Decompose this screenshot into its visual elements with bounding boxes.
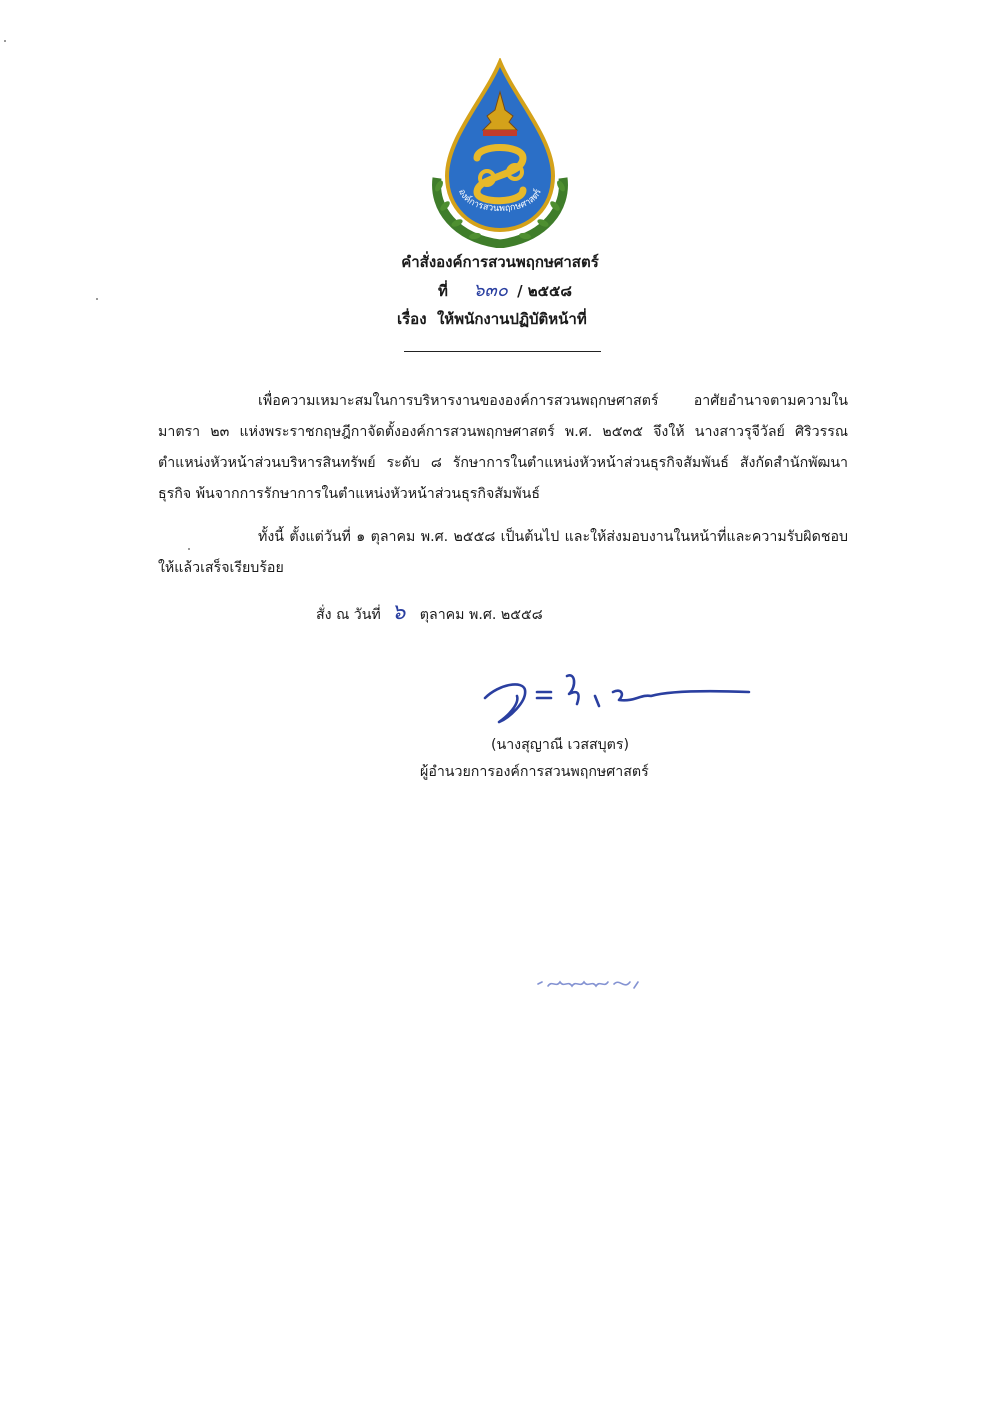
- header-divider: [404, 351, 601, 352]
- logo-seal-text: องค์การสวนพฤกษศาสตร์: [456, 187, 544, 215]
- body-paragraph-2: [158, 522, 848, 584]
- order-date-day-handwritten: ๖: [391, 600, 406, 625]
- thai-botanical-garden-seal-icon: [425, 58, 575, 248]
- paragraph-1-text: เพื่อความเหมาะสมในการบริหารงานขององค์การสวนพฤกษศาสตร์ อาศัยอำนาจตามความในมาตรา ๒๓ แห่งพระราชกฤษฎีกาจัดตั้งองค์การสวนพฤกษศาสตร์ พ.ศ. ๒๕๓๕ จึงให้ นางสาวรุจีวัลย์ ศิริวรรณ ตำแหน่งหัวหน้าส่วนบริหารสินทรัพย์ ระดับ ๘ รักษาการในตำแหน่งหัวหน้าส่วนธุรกิจสัมพันธ์ สังกัดสำนักพัฒนาธุรกิจ พ้นจากการรักษาการในตำแหน่งหัวหน้าส่วนธุรกิจสัมพันธ์: [158, 393, 848, 502]
- order-date-month-year: ตุลาคม พ.ศ. ๒๕๕๘: [419, 607, 543, 623]
- paragraph-2-text: ทั้งนี้ ตั้งแต่วันที่ ๑ ตุลาคม พ.ศ. ๒๕๕๘ เป็นต้นไป และให้ส่งมอบงานในหน้าที่และความรับผิดชอบให้แล้วเสร็จเรียบร้อย: [158, 529, 848, 576]
- faded-stamp-icon: [534, 970, 644, 998]
- signatory-position: ผู้อำนวยการองค์การสวนพฤกษศาสตร์: [420, 764, 649, 780]
- signatory-name: (นางสุญาณี เวสสบุตร): [490, 737, 630, 753]
- subject-label: เรื่อง: [397, 310, 427, 328]
- order-subject: [397, 309, 797, 329]
- subject-text: ให้พนักงานปฏิบัติหน้าที่: [436, 310, 587, 328]
- order-number-suffix: / ๒๕๕๘: [517, 282, 572, 300]
- order-number-handwritten: ๖๓๐: [473, 280, 508, 301]
- order-title: คำสั่งองค์การสวนพฤกษศาสตร์: [401, 253, 599, 271]
- order-number-prefix: ที่: [438, 282, 448, 300]
- body-paragraph-1: [158, 386, 848, 510]
- scan-speck: [4, 40, 6, 42]
- scan-speck: [188, 548, 190, 550]
- order-date: [316, 598, 543, 630]
- order-date-prefix: สั่ง ณ วันที่: [316, 607, 381, 623]
- scan-speck: [96, 298, 98, 300]
- handwritten-signature-icon: [465, 662, 755, 732]
- order-number: [438, 281, 738, 301]
